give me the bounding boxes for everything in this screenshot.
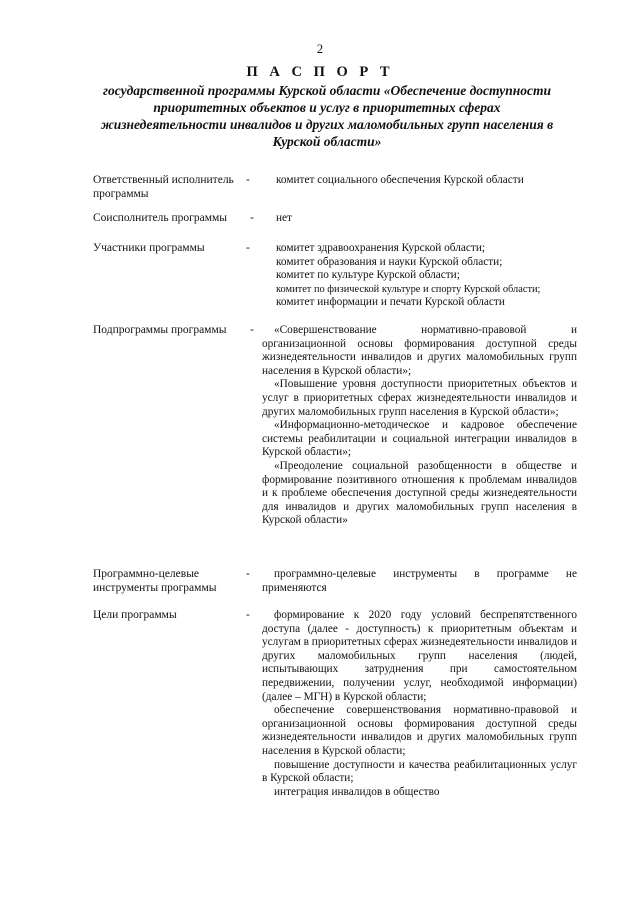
row-label: Ответственный исполнитель программы [93,174,234,200]
row-dash: - [246,174,250,186]
program-subtitle: государственной программы Курской области «Обеспечение доступности приоритетных объектов и услуг в приоритетных сферах жизнедеятельности инвалидов и других маломобильных групп населения в Курской области» [100,83,554,149]
row-paragraph: комитет социального обеспечения Курской области [276,174,524,186]
row-paragraph: повышение доступности и качества реабилитационных услуг в Курской области; [262,758,577,785]
row-dash: - [246,609,250,621]
row-paragraph: «Преодоление социальной разобщенности в обществе и формирование позитивного отношения к проблемам инвалидов и к проблеме обеспечения доступной среды жизнедеятельности для инвалидов и других маломобильных групп населения в Курской области» [262,459,577,527]
page-number: 2 [316,42,324,56]
row-paragraph: комитет здравоохранения Курской области; [276,242,486,254]
row-paragraph: программно-целевые инструменты в программе не применяются [262,568,577,594]
row-content [262,568,577,595]
row-label: Подпрограммы программы [93,324,227,336]
row-paragraph: «Совершенствование нормативно-правовой и организационной основы формирования доступной среды жизнедеятельности инвалидов и других маломобильных групп населения в Курской области»; [262,324,577,377]
row-paragraph: комитет по физической культуре и спорту Курской области; [276,283,541,295]
row-paragraph: комитет образования и науки Курской области; [276,255,503,268]
row-paragraph: интеграция инвалидов в общество [274,785,440,798]
row-paragraph: комитет информации и печати Курской области [276,296,505,309]
row-dash: - [246,242,250,254]
row-content [276,174,591,188]
row-paragraph: нет [276,212,292,224]
row-paragraph: формирование к 2020 году условий беспрепятственного доступа (далее - доступность) к приоритетным объектам и услугам в приоритетных сферах жизнедеятельности инвалидов и других маломобильных групп населения (людей, испытывающих затруднения при самостоятельном передвижении, получении услуг, необходимой информации) (далее – МГН) в Курской области; [262,609,577,703]
row-paragraph: «Информационно-методическое и кадровое обеспечение системы реабилитации и социальной интеграции инвалидов в Курской области»; [262,419,577,459]
row-content [262,609,577,799]
row-content [262,324,577,528]
row-paragraph: комитет по культуре Курской области; [276,269,460,282]
row-paragraph: обеспечение совершенствования нормативно-правовой и организационной основы формирования доступной среды жизнедеятельности инвалидов и других маломобильных групп населения в Курской области; [262,704,577,757]
row-dash: - [246,568,250,580]
row-label: Цели программы [93,609,177,621]
row-label: Соисполнитель программы [93,212,227,224]
row-label: Программно-целевые инструменты программы [93,568,217,594]
row-content [276,242,576,310]
row-content [276,212,591,226]
document-title: П А С П О Р Т [246,64,394,80]
row-dash: - [250,212,254,224]
row-dash: - [250,324,254,336]
row-label: Участники программы [93,242,205,254]
row-paragraph: «Повышение уровня доступности приоритетных объектов и услуг в приоритетных сферах жизнедеятельности инвалидов и других маломобильных групп населения в Курской области»; [262,378,577,418]
